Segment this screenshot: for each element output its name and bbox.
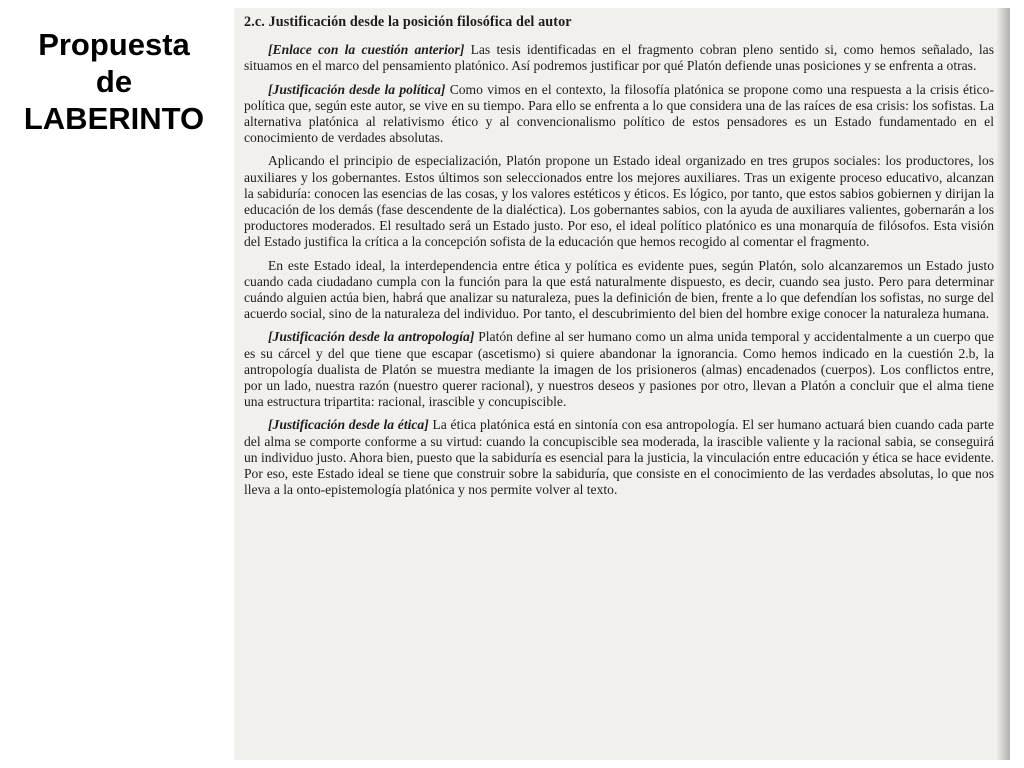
paragraph-body: En este Estado ideal, la interdependencia entre ética y política es evidente pues, según Platón, solo alcanzaremos un Estado justo cuando cada ciudadano cumpla con la función para la que está naturalmente dispuesto, es decir, cuando sea justo. Pero para determinar cuándo alguien actúa bien, habrá que analizar su naturaleza, pues la definición de bien, frente a lo que defendían los sofistas, no surge del acuerdo social, sino de la naturaleza del individuo. Por tanto, el descubrimiento del bien del hombre exige conocer la naturaleza humana. [244,257,994,322]
paragraph-body: La ética platónica está en sintonía con esa antropología. El ser humano actuará bien cuando cada parte del alma se comporte conforme a su virtud: cuando la concupiscible sea moderada, la irascible valiente y la racional sabia, se conseguirá un individuo justo. Ahora bien, puesto que la sabiduría es esencial para la justicia, la vinculación entre educación y ética se hace evidente. Por eso, este Estado ideal se tiene que construir sobre la sabiduría, que consiste en el conocimiento de las verdades absolutas, lo que nos lleva a la onto-epistemología platónica y nos permite volver al texto. [244,417,994,498]
paragraph-body: Como vimos en el contexto, la filosofía platónica se propone como una respuesta a la crisis ético-política que, según este autor, se vive en su tiempo. Para ello se enfrenta a lo que considera una de las raíces de esa crisis: los sofistas. La alternativa platónica al relativismo ético y al convencionalismo político de estos pensadores es un Estado fundamentado en el conocimiento de verdades absolutas. [244,81,994,146]
slide-title-line-1: Propuesta [38,27,190,62]
paragraph-body: Las tesis identificadas en el fragmento cobran pleno sentido si, como hemos señalado, las situamos en el marco del pensamiento platónico. Así podremos justificar por qué Platón defiende unas posiciones y se enfrenta a otras. [244,42,994,74]
slide-title-line-3: LABERINTO [23,101,205,136]
scanned-text [244,14,994,505]
page-edge-shadow [996,8,1010,760]
paragraph-estado-ideal [244,153,994,250]
paragraph-lead: [Justificación desde la política] [268,81,446,97]
paragraph-etica-politica [244,258,994,323]
scanned-page [234,8,1010,760]
slide-title-line-2: de [95,64,133,99]
paragraph-etica [244,417,994,498]
paragraph-antropologia [244,329,994,410]
paragraph-lead: [Justificación desde la antropología] [268,329,475,345]
paragraph-lead: [Justificación desde la ética] [268,417,429,433]
paragraph-lead: [Enlace con la cuestión anterior] [268,42,465,58]
section-heading: 2.c. Justificación desde la posición filosófica del autor [244,14,572,30]
paragraph-body: Aplicando el principio de especialización, Platón propone un Estado ideal organizado en tres grupos sociales: los productores, los auxiliares y los gobernantes. Estos últimos son seleccionados entre los mejores auxiliares. Tras un exigente proceso educativo, alcanzan la sabiduría: conocen las esencias de las cosas, y los valores estéticos y éticos. Es lógico, por tanto, que estos sabios gobiernen y dirijan la educación de los demás (fase descendente de la dialéctica). Los gobernantes sabios, con la ayuda de auxiliares valientes, gobernarán a los productores moderados. El resultado será un Estado justo. Por eso, el ideal político platónico es una monarquía de filósofos. Esta visión del Estado justifica la crítica a la concepción sofista de la educación que hemos recogido al comentar el fragmento. [244,153,994,250]
paragraph-body: Platón define al ser humano como un alma unida temporal y accidentalmente a un cuerpo que es su cárcel y del que tiene que escapar (ascetismo) si quiere abandonar la ignorancia. Como hemos indicado en la cuestión 2.b, la antropología dualista de Platón se muestra mediante la imagen de los prisioneros (almas) encadenados (cuerpos). Los conflictos entre, por un lado, nuestra razón (nuestro querer racional), y nuestros deseos y pasiones por otro, llevan a Platón a concluir que el alma tiene una estructura tripartita: racional, irascible y concupiscible. [244,329,994,410]
paragraph-politica [244,82,994,147]
slide-title [8,26,220,137]
paragraph-enlace [244,42,994,74]
